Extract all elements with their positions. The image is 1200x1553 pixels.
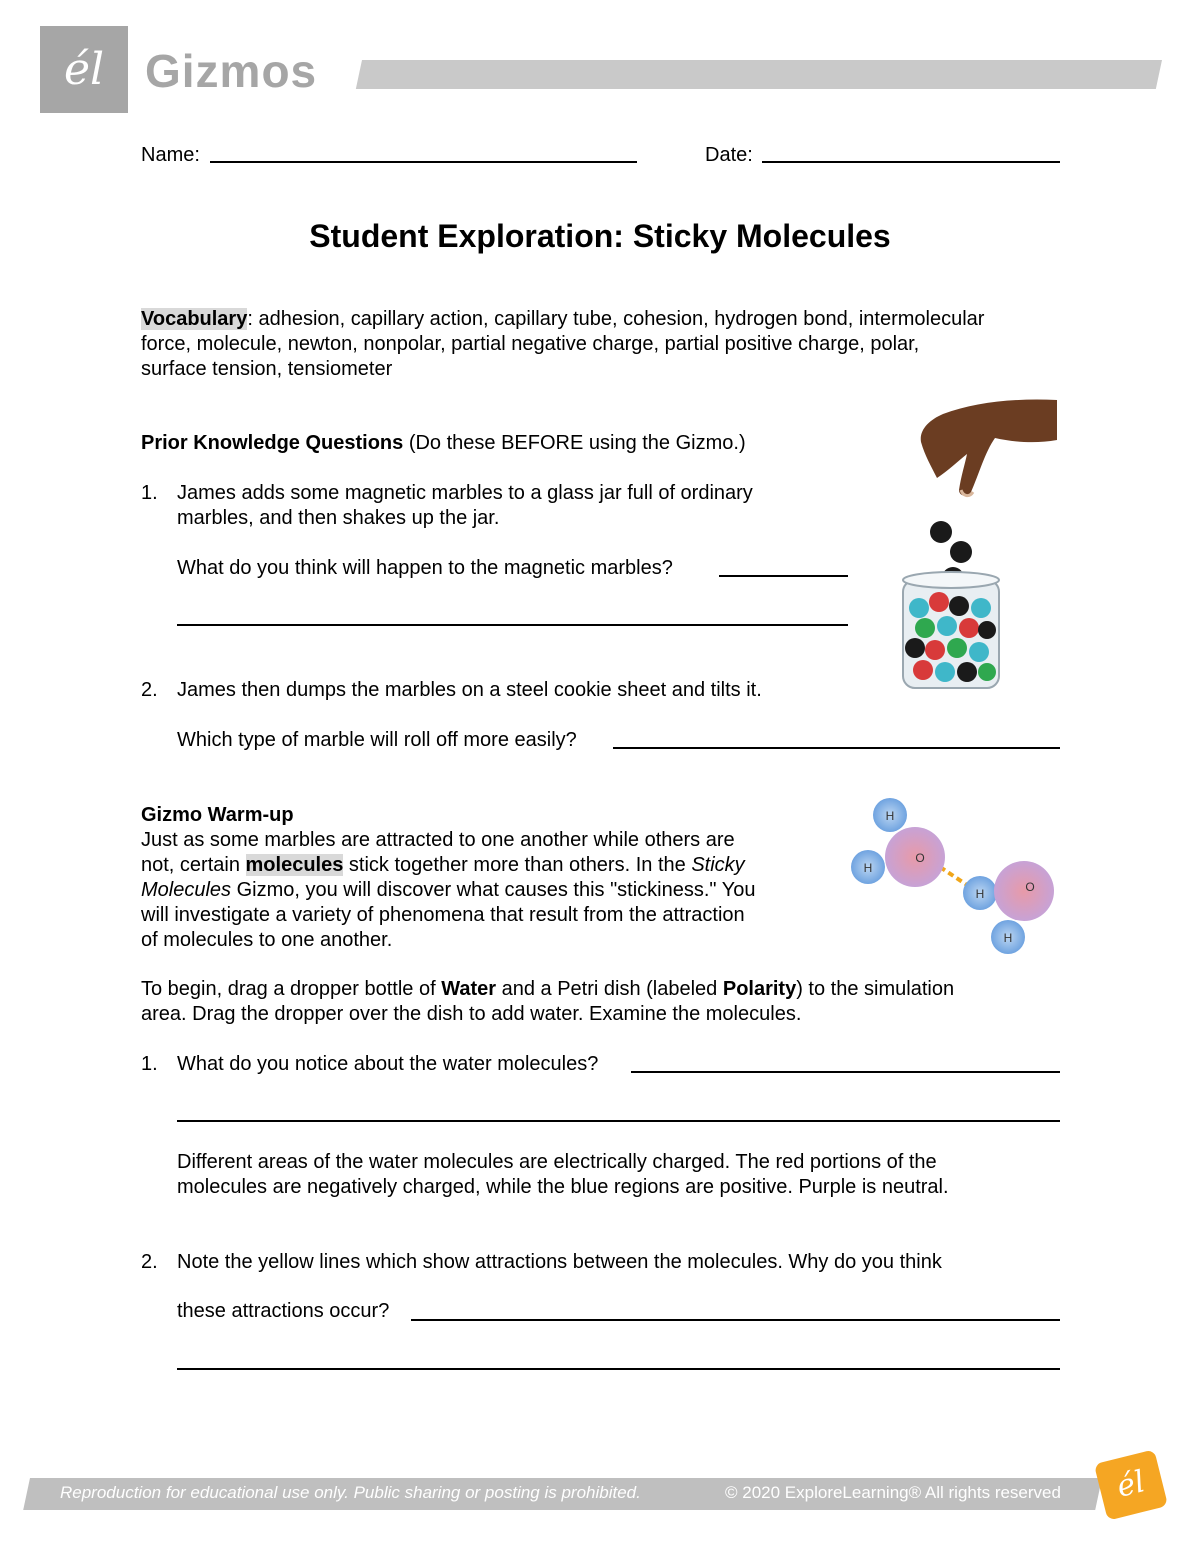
warmup-q2-prompt: these attractions occur?	[177, 1300, 390, 1322]
atom-label-h: H	[863, 861, 873, 875]
glass-jar-icon	[903, 572, 999, 688]
p2-e: ) to the simulation	[796, 978, 955, 1000]
header-bar	[356, 60, 1162, 89]
brand-name: Gizmos	[145, 45, 318, 97]
atom-label-o: O	[915, 851, 925, 865]
name-label: Name:	[141, 144, 200, 166]
p2-c: and a Petri dish (labeled	[496, 978, 723, 1000]
oxygen-atom	[994, 861, 1054, 921]
molecules-italic: Molecules	[141, 879, 232, 901]
warmup-line-4: will investigate a variety of phenomena that result from the attraction	[141, 904, 745, 926]
hand-icon	[921, 400, 1057, 496]
charge-info-line-1: Different areas of the water molecules are electrically charged. The red portions of the	[177, 1151, 937, 1173]
water-molecules-illustration	[840, 795, 1065, 960]
prior-q1-answer-line-2[interactable]	[177, 624, 848, 626]
warmup-q1-answer-line-2[interactable]	[177, 1120, 1060, 1122]
date-label: Date:	[705, 144, 753, 166]
footer-disclaimer: Reproduction for educational use only. Public sharing or posting is prohibited.	[60, 1483, 641, 1502]
prior-knowledge-heading	[141, 431, 746, 456]
prior-heading-bold: Prior Knowledge Questions	[141, 432, 404, 454]
warmup-line-2c: stick together more than others. In the	[343, 854, 692, 876]
footer-logo-icon: él	[1094, 1449, 1168, 1520]
warmup-line-1: Just as some marbles are attracted to one another while others are	[141, 829, 735, 851]
warmup-q2-answer-line-2[interactable]	[177, 1368, 1060, 1370]
atom-label-h: H	[1003, 931, 1013, 945]
warmup-q1-answer-field[interactable]	[631, 1071, 1060, 1073]
atom-label-h: H	[885, 809, 895, 823]
logo-box	[40, 26, 128, 113]
warmup-paragraph-2	[141, 977, 1061, 1027]
sticky-italic: Sticky	[691, 854, 745, 876]
page-title: Student Exploration: Sticky Molecules	[309, 218, 891, 254]
polarity-term: Polarity	[722, 978, 797, 1000]
vocabulary-line-3: surface tension, tensiometer	[141, 358, 393, 380]
name-field[interactable]	[210, 161, 637, 163]
p2-line-2: area. Drag the dropper over the dish to add water. Examine the molecules.	[141, 1003, 802, 1025]
prior-q2-prompt: Which type of marble will roll off more easily?	[177, 729, 577, 751]
footer-copyright: © 2020 ExploreLearning® All rights reserved	[725, 1483, 1061, 1502]
prior-q2-text: James then dumps the marbles on a steel cookie sheet and tilts it.	[177, 679, 762, 701]
warmup-q1-prompt: What do you notice about the water molecules?	[177, 1053, 599, 1075]
prior-q1-text	[177, 481, 753, 531]
vocabulary-label: Vocabulary	[141, 308, 248, 330]
molecules-term: molecules	[245, 854, 344, 876]
prior-q1-line-2: marbles, and then shakes up the jar.	[177, 507, 500, 529]
p2-a: To begin, drag a dropper bottle of	[141, 978, 442, 1000]
atom-label-o: O	[1025, 880, 1035, 894]
date-field[interactable]	[762, 161, 1060, 163]
water-term: Water	[441, 978, 497, 1000]
prior-q2-answer-field[interactable]	[613, 747, 1060, 749]
warmup-q2-answer-field[interactable]	[411, 1319, 1060, 1321]
vocabulary-block	[141, 307, 1061, 382]
warmup-q2-text: Note the yellow lines which show attractions between the molecules. Why do you think	[177, 1251, 942, 1273]
warmup-q2-number: 2.	[141, 1251, 158, 1273]
prior-q1-line-1: James adds some magnetic marbles to a glass jar full of ordinary	[177, 482, 753, 504]
prior-q2-number: 2.	[141, 679, 158, 701]
warmup-line-3b: Gizmo, you will discover what causes this "stickiness." You	[231, 879, 756, 901]
warmup-line-5: of molecules to one another.	[141, 929, 393, 951]
charge-info	[177, 1150, 1057, 1200]
marble-jar-illustration	[895, 396, 1065, 696]
atom-label-h: H	[975, 887, 985, 901]
prior-q1-number: 1.	[141, 482, 158, 504]
prior-q1-answer-field[interactable]	[719, 575, 848, 577]
prior-heading-note: (Do these BEFORE using the Gizmo.)	[403, 432, 746, 454]
warmup-paragraph-1	[141, 803, 831, 953]
prior-q1-prompt: What do you think will happen to the magnetic marbles?	[177, 557, 673, 579]
explorelearning-logo-icon: él	[63, 44, 105, 95]
warmup-line-2a: not, certain	[141, 854, 246, 876]
warmup-q1-number: 1.	[141, 1053, 158, 1075]
charge-info-line-2: molecules are negatively charged, while the blue regions are positive. Purple is neutral.	[177, 1176, 949, 1198]
warmup-heading: Gizmo Warm-up	[141, 804, 294, 826]
vocabulary-line-2: force, molecule, newton, nonpolar, partial negative charge, partial positive charge, polar,	[141, 333, 920, 355]
vocabulary-line-1: : adhesion, capillary action, capillary tube, cohesion, hydrogen bond, intermolecular	[247, 308, 985, 330]
